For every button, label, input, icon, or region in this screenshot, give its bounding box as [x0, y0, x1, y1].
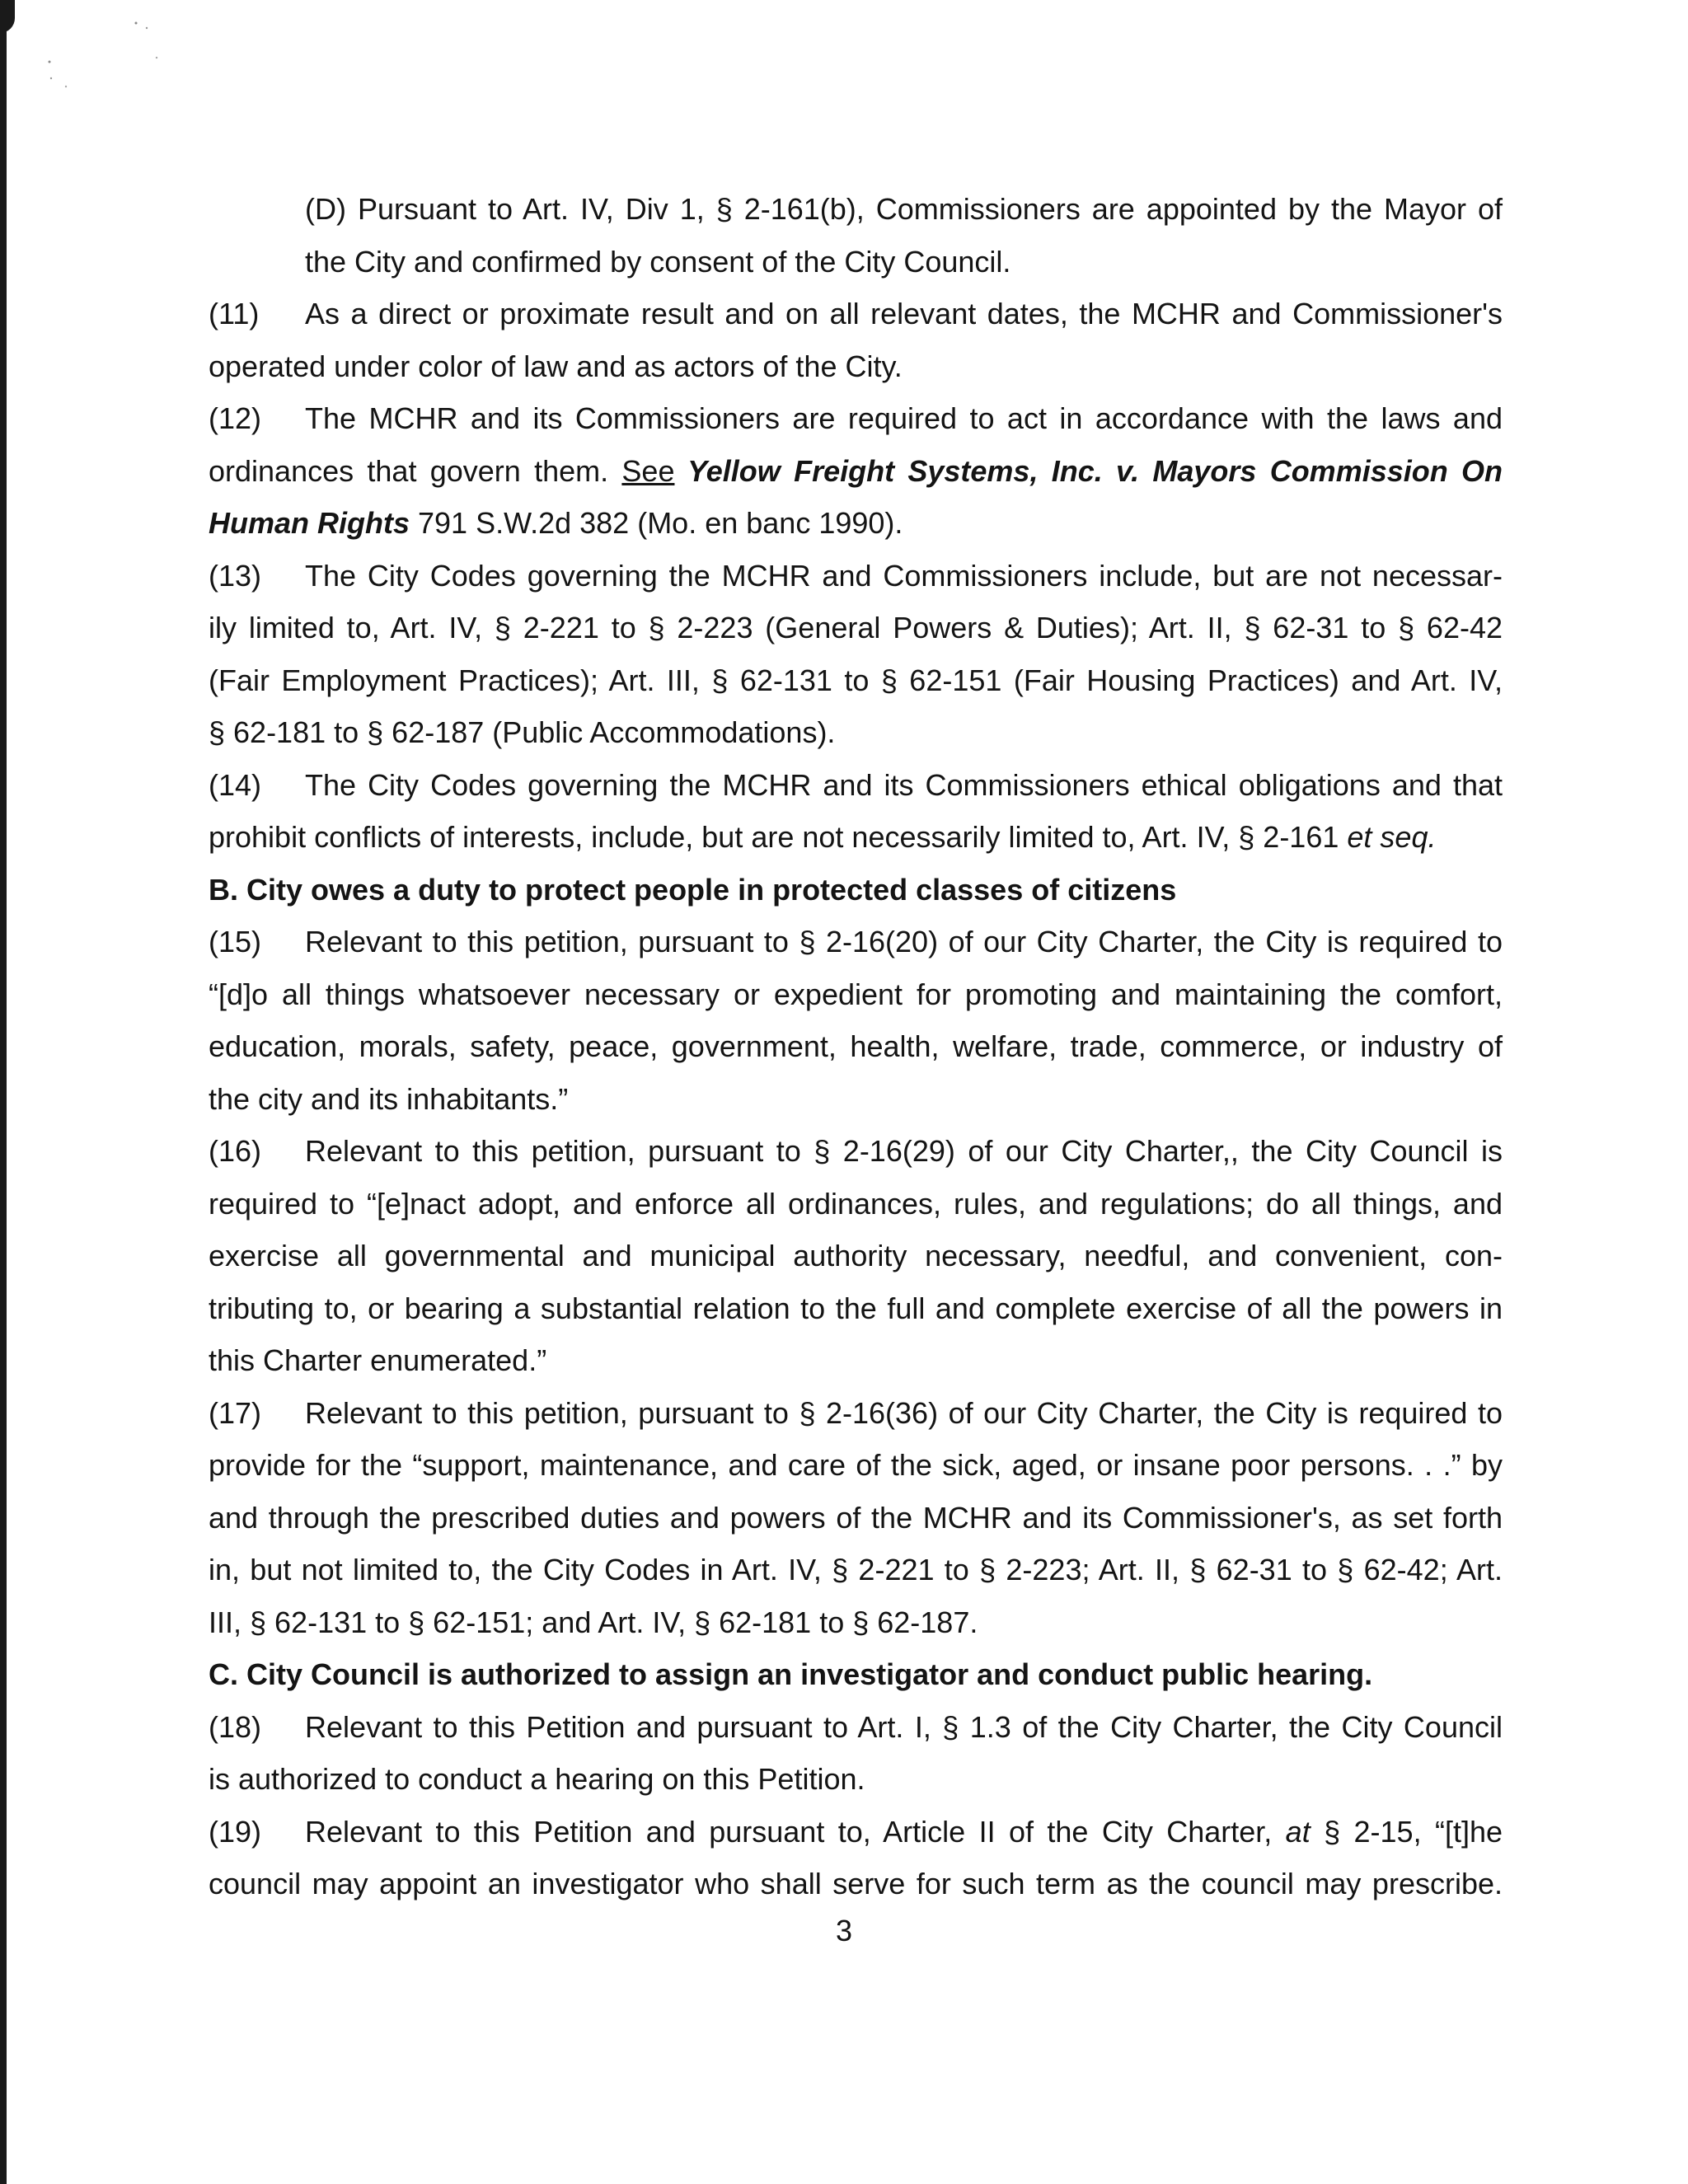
paragraph-text: Relevant to this petition, pursuant to § 2-16(20) of our City Charter, the City is required to	[305, 925, 1503, 958]
paragraph-number: (11)	[209, 297, 260, 330]
paragraph-text: Relevant to this petition, pursuant to § 2-16(29) of our City Charter,, the City Council is	[305, 1134, 1503, 1168]
scan-corner-mark	[0, 0, 15, 33]
paragraph-text: The City Codes governing the MCHR and its Commissioners ethical obligations and that	[305, 767, 1503, 802]
paragraph-text: As a direct or proximate result and on all relevant dates, the MCHR and Commissioner's	[305, 297, 1503, 330]
case-citation: Human Rights	[209, 506, 410, 540]
paragraph-16-line: exercise all governmental and municipal authority necessary, needful, and convenient, con-	[209, 1239, 1503, 1272]
paragraph-number: (15)	[209, 925, 262, 958]
paragraph-number: (13)	[209, 558, 262, 593]
paragraph-text: 791 S.W.2d 382 (Mo. en banc 1990).	[410, 506, 903, 540]
paragraph-d-line: (D) Pursuant to Art. IV, Div 1, § 2-161(b), Commissioners are appointed by the Mayor of	[305, 192, 1503, 226]
paragraph-17-line: provide for the “support, maintenance, and care of the sick, aged, or insane poor persons. . .” by	[209, 1448, 1503, 1482]
paragraph-17-line: and through the prescribed duties and powers of the MCHR and its Commissioner's, as set forth	[209, 1500, 1503, 1535]
paragraph-16-line	[209, 1125, 1503, 1178]
paragraph-12-line	[209, 445, 1503, 498]
paragraph-14-line	[209, 811, 1503, 864]
see-signal: See	[621, 453, 675, 488]
paragraph-19-line	[209, 1806, 1503, 1858]
paragraph-text: § 2-15, “[t]he	[1310, 1814, 1503, 1849]
scan-left-edge	[0, 0, 7, 2184]
paragraph-d-line: the City and confirmed by consent of the City Council.	[305, 244, 1011, 279]
paragraph-15-line: education, morals, safety, peace, government, health, welfare, trade, commerce, or industry of	[209, 1029, 1503, 1063]
italic-text: et seq.	[1347, 820, 1437, 854]
italic-text: at	[1285, 1814, 1311, 1849]
paragraph-15-line	[209, 916, 1503, 968]
paragraph-number: (16)	[209, 1134, 262, 1168]
paragraph-13-line: (Fair Employment Practices); Art. III, § 62-131 to § 62-151 (Fair Housing Practices) and Art. IV,	[209, 663, 1503, 697]
scan-specks	[33, 16, 165, 99]
paragraph-text: The City Codes governing the MCHR and Commissioners include, but are not necessar-	[305, 558, 1503, 593]
paragraph-19-line: council may appoint an investigator who shall serve for such term as the council may prescribe.	[209, 1867, 1503, 1900]
paragraph-15-line: the city and its inhabitants.”	[209, 1081, 569, 1116]
paragraph-text: Relevant to this Petition and pursuant to Art. I, § 1.3 of the City Charter, the City Council	[305, 1709, 1503, 1744]
paragraph-17-line: III, § 62-131 to § 62-151; and Art. IV, § 62-181 to § 62-187.	[209, 1605, 978, 1639]
paragraph-17-line	[209, 1387, 1503, 1440]
page-number: 3	[835, 1914, 853, 1947]
paragraph-number: (14)	[209, 767, 262, 802]
case-citation: Yellow Freight Systems, Inc. v. Mayors Commission On	[674, 453, 1503, 488]
paragraph-13-line	[209, 550, 1503, 602]
paragraph-13-line: ily limited to, Art. IV, § 2-221 to § 2-223 (General Powers & Duties); Art. II, § 62-31 to § 62-42	[209, 611, 1503, 644]
paragraph-16-line: required to “[e]nact adopt, and enforce all ordinances, rules, and regulations; do all things, and	[209, 1186, 1503, 1221]
paragraph-13-line: § 62-181 to § 62-187 (Public Accommodations).	[209, 715, 836, 749]
paragraph-11-line	[209, 288, 1503, 340]
paragraph-16-line: tributing to, or bearing a substantial relation to the full and complete exercise of all the powers in	[209, 1291, 1503, 1325]
paragraph-text: Relevant to this petition, pursuant to § 2-16(36) of our City Charter, the City is required to	[305, 1395, 1503, 1430]
paragraph-11-line: operated under color of law and as actors of the City.	[209, 349, 903, 383]
paragraph-15-line: “[d]o all things whatsoever necessary or expedient for promoting and maintaining the comfort,	[209, 977, 1503, 1011]
paragraph-number: (17)	[209, 1395, 262, 1430]
paragraph-number: (18)	[209, 1709, 262, 1744]
paragraph-18-line	[209, 1701, 1503, 1754]
paragraph-text: The MCHR and its Commissioners are required to act in accordance with the laws and	[305, 401, 1503, 435]
paragraph-16-line: this Charter enumerated.”	[209, 1343, 547, 1377]
paragraph-12-line	[209, 497, 1503, 550]
paragraph-number: (19)	[209, 1814, 262, 1849]
paragraph-text: prohibit conflicts of interests, include, but are not necessarily limited to, Art. IV, § 2-161	[209, 820, 1348, 854]
paragraph-18-line: is authorized to conduct a hearing on this Petition.	[209, 1762, 865, 1796]
document-page	[209, 183, 1503, 1910]
paragraph-17-line: in, but not limited to, the City Codes in Art. IV, § 2-221 to § 2-223; Art. II, § 62-31 to § 62-42; Art.	[209, 1553, 1503, 1586]
paragraph-text: ordinances that govern them.	[209, 453, 622, 488]
section-heading-c: C. City Council is authorized to assign an investigator and conduct public hearing.	[209, 1657, 1373, 1691]
paragraph-text: Relevant to this Petition and pursuant to, Article II of the City Charter,	[305, 1814, 1286, 1849]
paragraph-12-line	[209, 392, 1503, 445]
paragraph-14-line	[209, 759, 1503, 812]
section-heading-b: B. City owes a duty to protect people in protected classes of citizens	[209, 872, 1177, 907]
paragraph-number: (12)	[209, 401, 262, 435]
